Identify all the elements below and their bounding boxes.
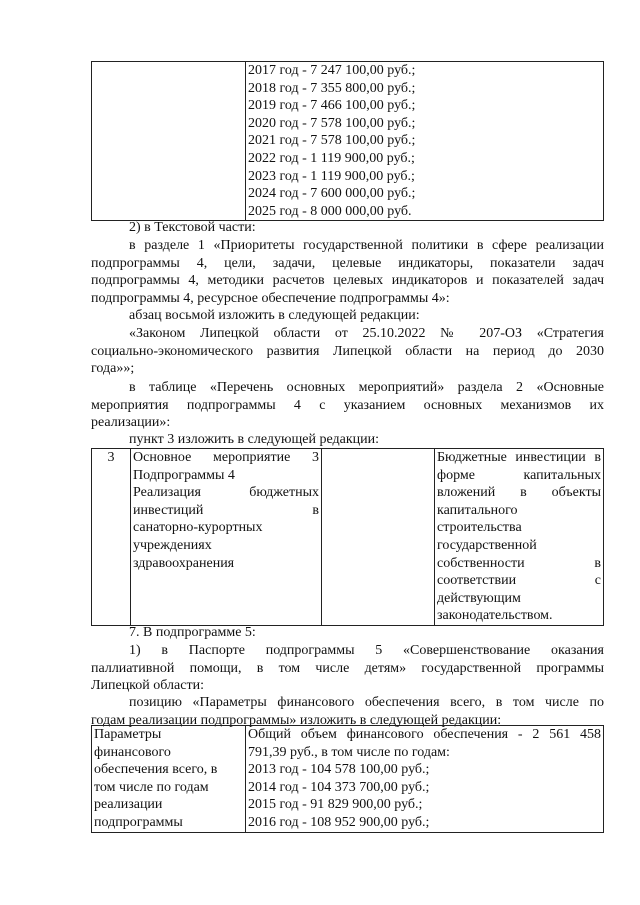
text-line: подпрограммы 4, ресурсное обеспечение подпрограммы 4»:: [91, 290, 450, 306]
paragraph-subprogram-5: 7. В подпрограмме 5:: [129, 625, 256, 640]
text-line: в разделе 1 «Приоритеты государственной политики в сфере реализации: [129, 238, 604, 253]
year-line: 2015 год - 91 829 900,00 руб.;: [248, 797, 423, 813]
paragraph-text-part: 2) в Текстовой части:: [129, 220, 256, 235]
paragraph-punkt-3: пункт 3 изложить в следующей редакции:: [129, 432, 379, 447]
paragraph-table-ref: [91, 379, 604, 432]
mechanism-cell: [435, 449, 604, 626]
year-line: 2019 год - 7 466 100,00 руб.;: [248, 98, 416, 114]
empty-cell: [322, 449, 435, 626]
text-line: реализации: [94, 797, 163, 813]
text-line: подпрограммы: [94, 814, 183, 830]
measures-table: [91, 448, 604, 626]
text-line: подпрограммы 4, цели, задачи, целевые индикаторы, показатели задач: [91, 255, 604, 271]
text-line: капитального: [437, 502, 518, 518]
text-line: «Законом Липецкой области от 25.10.2022 № 207-ОЗ «Стратегия: [129, 326, 604, 341]
year-line: 2017 год - 7 247 100,00 руб.;: [248, 63, 416, 78]
text-line: законодательством.: [437, 608, 553, 624]
text-line: действующим: [437, 590, 521, 606]
text-line: здравоохранения: [133, 555, 235, 571]
text-line: подпрограммы 4, методики расчетов целевых индикаторов и показателей задач: [91, 273, 604, 289]
parameters-value-cell: [246, 726, 604, 833]
activity-cell: [131, 449, 322, 626]
table-row: [92, 62, 604, 221]
year-line: 2021 год - 7 578 100,00 руб.;: [248, 133, 416, 149]
text-line: в таблице «Перечень основных мероприятий» раздела 2 «Основные: [129, 380, 604, 395]
year-line: 2016 год - 108 952 900,00 руб.;: [248, 814, 430, 830]
text-line: соответствии с: [437, 573, 601, 589]
year-line: 2023 год - 1 119 900,00 руб.;: [248, 168, 415, 184]
text-line: государственной: [437, 537, 537, 553]
year-line: 2024 год - 7 600 000,00 руб.;: [248, 186, 416, 202]
text-line: мероприятия подпрограммы 4 с указанием основных механизмов их: [91, 397, 604, 413]
paragraph-section-1: [91, 237, 604, 307]
year-line: 2014 год - 104 373 700,00 руб.;: [248, 779, 430, 795]
year-line: 2025 год - 8 000 000,00 руб.: [248, 203, 412, 219]
text-line: том числе по годам: [94, 779, 209, 795]
years-cell: [246, 62, 604, 221]
text-line: реализации»:: [91, 415, 171, 431]
paragraph-position: [91, 694, 604, 729]
parameters-label-cell: [92, 726, 246, 833]
year-line: 2018 год - 7 355 800,00 руб.;: [248, 80, 416, 96]
text-line: Реализация бюджетных: [133, 485, 319, 501]
empty-label-cell: [92, 62, 246, 221]
text-line: санаторно-курортных: [133, 520, 263, 536]
text-line: позицию «Параметры финансового обеспечения всего, в том числе по: [129, 695, 604, 710]
text-line: 791,39 руб., в том числе по годам:: [248, 744, 450, 760]
text-line: инвестиций в: [133, 502, 319, 518]
row-number-cell: 3: [92, 449, 131, 626]
year-line: 2022 год - 1 119 900,00 руб.;: [248, 150, 415, 166]
finance-parameters-table: [91, 725, 604, 833]
text-line: паллиативной помощи, в том числе детям» государственной программы: [91, 660, 604, 676]
text-line: Основное мероприятие 3: [133, 450, 319, 465]
text-line: Подпрограммы 4: [133, 467, 235, 483]
table-row: [92, 726, 604, 833]
text-line: социально-экономического развития Липецкой области на период до 2030: [91, 343, 604, 359]
text-line: обеспечения всего, в: [94, 762, 218, 778]
year-line: 2013 год - 104 578 100,00 руб.;: [248, 762, 430, 778]
text-line: Бюджетные инвестиции в: [437, 450, 601, 465]
text-line: собственности в: [437, 555, 601, 571]
text-line: строительства: [437, 520, 522, 536]
paragraph-law: [91, 325, 604, 378]
text-line: года»»;: [91, 361, 135, 377]
paragraph-passport: [91, 642, 604, 695]
text-line: годам реализации подпрограммы» изложить в следующей редакции:: [91, 712, 502, 728]
text-line: Параметры: [94, 727, 162, 742]
text-line: финансового: [94, 744, 171, 760]
table-row: [92, 449, 604, 626]
text-line: Общий объем финансового обеспечения - 2 561 458: [248, 727, 601, 742]
text-line: 1) в Паспорте подпрограммы 5 «Совершенствование оказания: [129, 643, 604, 658]
paragraph-abzac: абзац восьмой изложить в следующей редакции:: [129, 308, 420, 323]
text-line: учреждениях: [133, 537, 212, 553]
text-line: форме капитальных: [437, 467, 601, 483]
top-finance-table: [91, 61, 604, 221]
text-line: Липецкой области:: [91, 678, 204, 694]
year-line: 2020 год - 7 578 100,00 руб.;: [248, 115, 416, 131]
text-line: вложений в объекты: [437, 485, 601, 501]
